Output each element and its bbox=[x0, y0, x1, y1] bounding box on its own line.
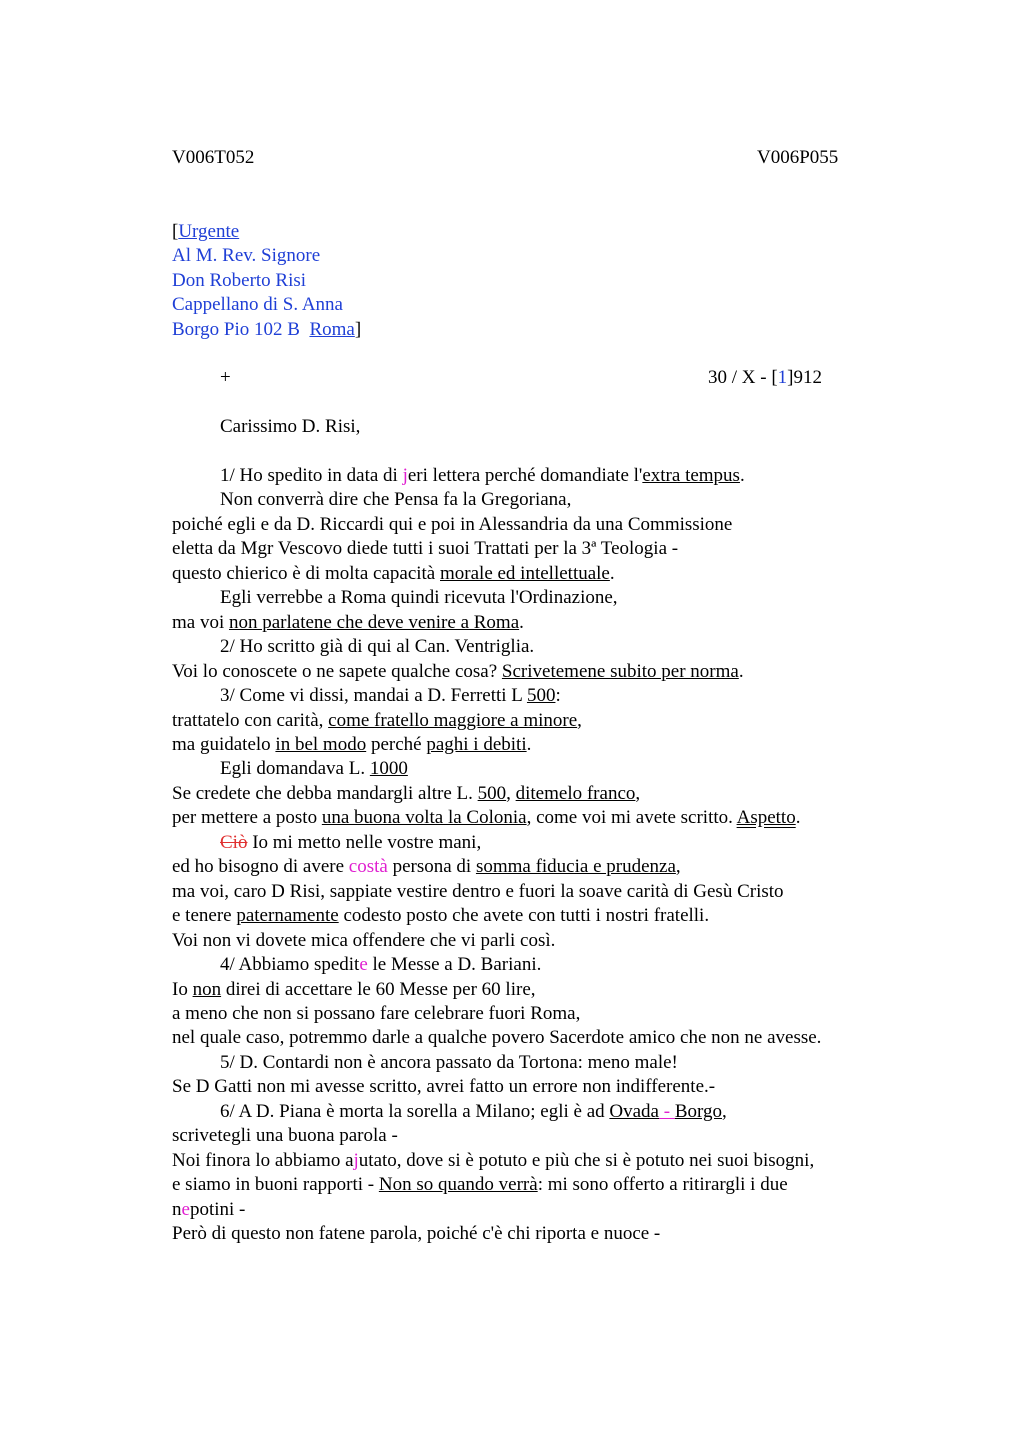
underlined-text: 500 bbox=[477, 782, 507, 804]
text-run: , come voi mi avete scritto. bbox=[526, 807, 737, 829]
address-line-2: Al M. Rev. Signore bbox=[172, 245, 321, 267]
text-run: , bbox=[577, 709, 582, 731]
underlined-text: come fratello maggiore a minore bbox=[328, 709, 578, 731]
struck-word: Ciò bbox=[220, 831, 248, 853]
body-line bbox=[172, 782, 892, 806]
text-run: Io mi metto nelle vostre mani, bbox=[247, 831, 482, 853]
address-line-5: Borgo Pio 102 B Roma] bbox=[172, 318, 362, 340]
cross-mark: + bbox=[220, 367, 231, 388]
underlined-text: non bbox=[192, 978, 222, 1000]
body-line: ma voi, caro D Risi, sappiate vestire dentro e fuori la soave carità di Gesù Cristo bbox=[172, 880, 784, 902]
underlined-text: extra tempus bbox=[642, 465, 740, 486]
text-run: : mi sono offerto a ritirargli i due bbox=[537, 1174, 788, 1196]
address-line-3: Don Roberto Risi bbox=[172, 269, 307, 291]
body-line bbox=[172, 660, 892, 684]
letter-body bbox=[172, 464, 892, 1247]
underlined-text: Non so quando verrà bbox=[378, 1174, 538, 1196]
greeting: Carissimo D. Risi, bbox=[220, 416, 361, 437]
text-run: costà bbox=[348, 856, 388, 878]
text-run: 3/ Come vi dissi, mandai a D. Ferretti L bbox=[220, 685, 527, 707]
letter-date: 30 / X - [1]912 bbox=[708, 367, 822, 388]
text-run: perché bbox=[366, 733, 427, 755]
body-line: scrivetegli una buona parola - bbox=[172, 1125, 398, 1147]
body-line: Non converrà dire che Pensa fa la Gregoriana, bbox=[220, 489, 572, 511]
text-run: Se credete che debba mandargli altre L. bbox=[172, 782, 478, 804]
body-line bbox=[172, 709, 892, 733]
body-line: 2/ Ho scritto già di qui al Can. Ventriglia. bbox=[220, 636, 535, 658]
underlined-text: morale ed intellettuale bbox=[440, 562, 610, 584]
body-line: Però di questo non fatene parola, poiché c'è chi riporta e nuoce - bbox=[172, 1223, 661, 1245]
underlined-text: non parlatene che deve venire a Roma bbox=[229, 611, 520, 633]
text-run: Io bbox=[172, 978, 193, 1000]
body-line: nel quale caso, potremmo darle a qualche povero Sacerdote amico che non ne avesse. bbox=[172, 1027, 822, 1049]
body-line bbox=[172, 733, 892, 757]
body-line bbox=[172, 684, 892, 708]
text-run: persona di bbox=[387, 856, 476, 878]
text-run: 1/ Ho spedito in data di bbox=[220, 465, 403, 486]
city-roma: Roma bbox=[309, 318, 355, 340]
address-line-4: Cappellano di S. Anna bbox=[172, 294, 343, 316]
text-run: . bbox=[738, 660, 744, 682]
underlined-text: paghi i debiti bbox=[426, 733, 527, 755]
underlined-text: paternamente bbox=[236, 905, 339, 927]
body-line bbox=[172, 1149, 892, 1173]
body-line bbox=[172, 1100, 892, 1124]
text-run: direi di accettare le 60 Messe per 60 lire, bbox=[221, 978, 536, 1000]
body-line bbox=[172, 1198, 892, 1222]
body-line: eletta da Mgr Vescovo diede tutti i suoi Trattati per la 3ª Teologia - bbox=[172, 538, 679, 560]
text-run: , bbox=[675, 856, 681, 878]
body-line bbox=[172, 562, 892, 586]
text-run: e bbox=[359, 954, 368, 976]
text-run: ma guidatelo bbox=[172, 733, 276, 755]
body-line bbox=[172, 904, 892, 928]
underlined-text: somma fiducia e prudenza bbox=[475, 856, 676, 878]
text-run: : bbox=[555, 685, 561, 707]
text-run: potini - bbox=[189, 1198, 246, 1220]
body-line bbox=[172, 611, 892, 635]
underlined-text: 500 bbox=[526, 685, 556, 707]
body-line: a meno che non si possano fare celebrare fuori Roma, bbox=[172, 1002, 581, 1024]
header-right-code: V006P055 bbox=[757, 147, 839, 168]
text-run: e tenere bbox=[172, 905, 237, 927]
body-line bbox=[172, 1173, 892, 1197]
text-run: ed ho bisogno di avere bbox=[172, 856, 349, 878]
underlined-text: 1000 bbox=[369, 758, 408, 780]
underlined-text: - bbox=[659, 1100, 675, 1122]
text-run: . bbox=[609, 562, 615, 584]
text-run: e bbox=[181, 1198, 190, 1220]
body-line bbox=[172, 757, 892, 781]
address-block bbox=[172, 220, 361, 342]
text-run: , bbox=[506, 782, 516, 804]
body-line bbox=[172, 831, 892, 855]
text-run: Egli domandava L. bbox=[220, 758, 370, 780]
text-run: . bbox=[795, 807, 801, 829]
body-line: Se D Gatti non mi avesse scritto, avrei fatto un errore non indifferente.- bbox=[172, 1076, 716, 1098]
underlined-text: Borgo bbox=[674, 1100, 722, 1122]
body-line: Egli verrebbe a Roma quindi ricevuta l'Ordinazione, bbox=[220, 587, 618, 609]
text-run: utato, dove si è potuto e più che si è potuto nei suoi bisogni, bbox=[358, 1149, 815, 1171]
underlined-text: Scrivetemene subito per norma bbox=[501, 660, 739, 682]
text-run: ma voi bbox=[172, 611, 229, 633]
text-run: 6/ A D. Piana è morta la sorella a Milano; egli è ad bbox=[220, 1100, 610, 1122]
underlined-text: ditemelo franco bbox=[515, 782, 636, 804]
header-left-code: V006T052 bbox=[172, 147, 255, 168]
address-line-1: [Urgente bbox=[172, 221, 240, 242]
body-line bbox=[172, 464, 892, 488]
text-run: le Messe a D. Bariani. bbox=[367, 954, 542, 976]
text-run: 4/ Abbiamo spedit bbox=[220, 954, 360, 976]
text-run: n bbox=[172, 1198, 182, 1220]
text-run: Voi lo conoscete o ne sapete qualche cosa? bbox=[172, 660, 502, 682]
body-line bbox=[172, 953, 892, 977]
urgent-label: Urgente bbox=[178, 221, 240, 242]
body-line: 5/ D. Contardi non è ancora passato da Tortona: meno male! bbox=[220, 1051, 678, 1073]
text-run: , bbox=[635, 782, 641, 804]
text-run: j bbox=[402, 465, 408, 486]
text-run: per mettere a posto bbox=[172, 807, 322, 829]
text-run: codesto posto che avete con tutti i nostri fratelli. bbox=[338, 905, 710, 927]
text-run: trattatelo con carità, bbox=[172, 709, 329, 731]
body-line: Voi non vi dovete mica offendere che vi parli così. bbox=[172, 929, 556, 951]
body-line bbox=[172, 806, 892, 830]
body-line bbox=[172, 978, 892, 1002]
underlined-text: in bel modo bbox=[275, 733, 367, 755]
body-line: poiché egli e da D. Riccardi qui e poi in Alessandria da una Commissione bbox=[172, 513, 733, 535]
underlined-text: Ovada bbox=[609, 1100, 659, 1122]
text-run: . bbox=[739, 465, 745, 486]
text-run: e siamo in buoni rapporti - bbox=[172, 1174, 379, 1196]
text-run: Noi finora lo abbiamo a bbox=[172, 1149, 354, 1171]
text-run: . bbox=[526, 733, 532, 755]
text-run: j bbox=[353, 1149, 359, 1171]
text-run: , bbox=[722, 1100, 727, 1122]
text-run: eri lettera perché domandiate l' bbox=[407, 465, 643, 486]
body-line bbox=[172, 855, 892, 879]
underlined-text: Aspetto bbox=[736, 807, 796, 829]
text-run: questo chierico è di molta capacità bbox=[172, 562, 440, 584]
text-run: . bbox=[519, 611, 524, 633]
underlined-text: una buona volta la Colonia bbox=[321, 807, 527, 829]
